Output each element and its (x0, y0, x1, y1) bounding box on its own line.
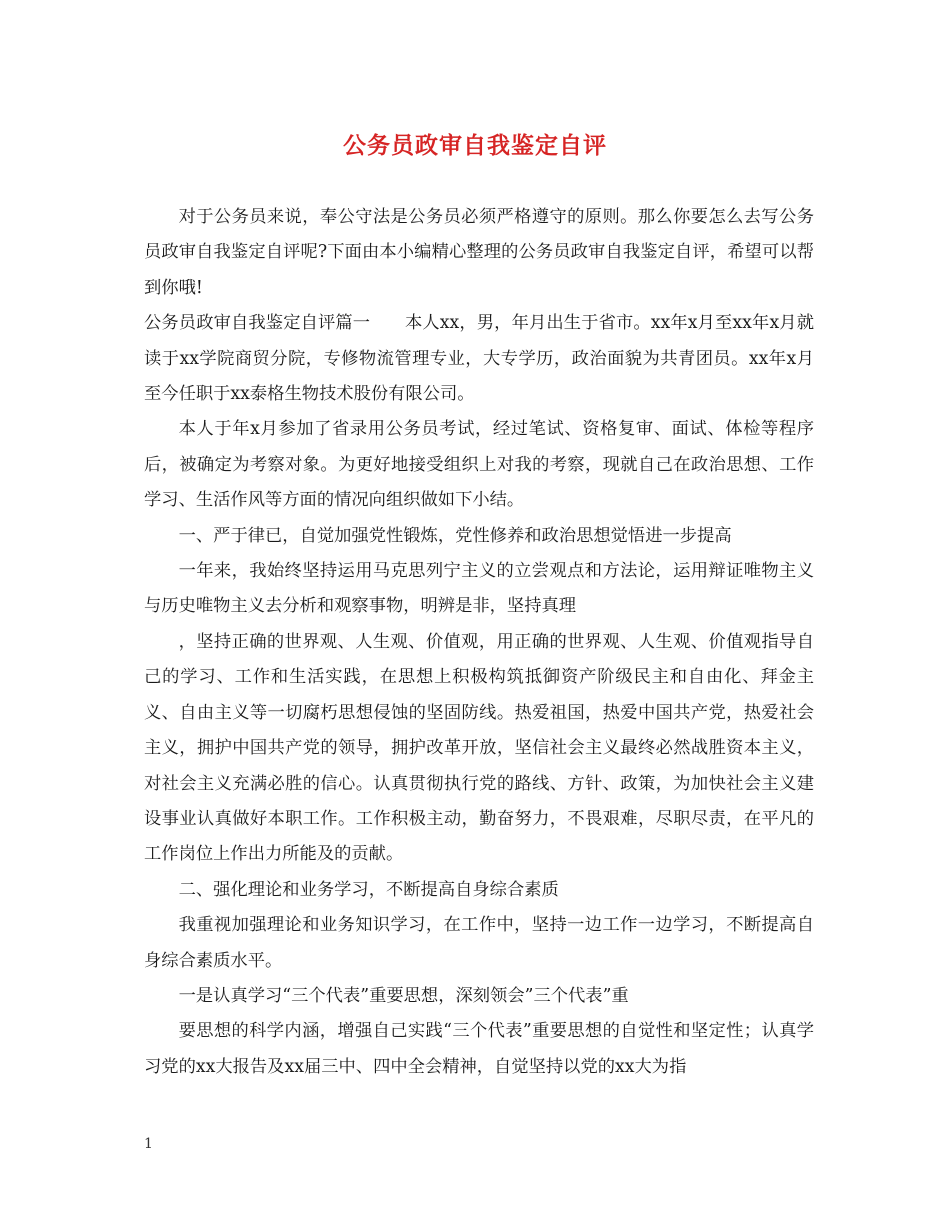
document-body (144, 200, 814, 1085)
heading-part-one: 一、严于律已，自觉加强党性锻炼，党性修养和政治思想觉悟进一步提高 (178, 525, 732, 546)
paragraph-intro: 对于公务员来说，奉公守法是公务员必须严格遵守的原则。那么你要怎么去写公务员政审自我鉴定自评呢?下面由本小编精心整理的公务员政审自我鉴定自评，希望可以帮到你哦! (144, 207, 814, 298)
paragraph-section-one-intro: 公务员政审自我鉴定自评篇一 本人xx，男，年月出生于省市。xx年x月至xx年x月就读于xx学院商贸分院，专修物流管理专业，大专学历，政治面貌为共青团员。xx年x月至今任职于xx泰格生物技术股份有限公司。 (144, 313, 814, 405)
paragraph-study: 我重视加强理论和业务知识学习，在工作中，坚持一边工作一边学习，不断提高自身综合素质水平。 (144, 915, 814, 971)
page-title: 公务员政审自我鉴定自评 (343, 132, 607, 159)
paragraph-theory: 一年来，我始终坚持运用马克思列宁主义的立尝观点和方法论，运用辩证唯物主义与历史唯物主义去分析和观察事物，明辨是非，坚持真理 (144, 561, 814, 617)
paragraph-worldview: ，坚持正确的世界观、人生观、价值观，用正确的世界观、人生观、价值观指导自己的学习、工作和生活实践，在思想上积极构筑抵御资产阶级民主和自由化、拜金主义、自由主义等一切腐朽思想侵蚀的坚固防线。热爱祖国，热爱中国共产党，热爱社会主义，拥护中国共产党的领导，拥护改革开放，坚信社会主义最终必然战胜资本主义，对社会主义充满必胜的信心。认真贯彻执行党的路线、方针、政策，为加快社会主义建设事业认真做好本职工作。工作积极主动，勤奋努力，不畏艰难，尽职尽责，在平凡的工作岗位上作出力所能及的贡献。 (144, 631, 814, 865)
page-number: 1 (144, 1136, 153, 1152)
paragraph-three-represents: 一是认真学习“三个代表”重要思想，深刻领会”三个代表”重 (178, 985, 629, 1006)
paragraph-continuation: 要思想的科学内涵，增强自己实践“三个代表”重要思想的自觉性和坚定性；认真学习党的xx大报告及xx届三中、四中全会精神，自觉坚持以党的xx大为指 (144, 1021, 814, 1077)
paragraph-exam: 本人于年x月参加了省录用公务员考试，经过笔试、资格复审、面试、体检等程序后，被确定为考察对象。为更好地接受组织上对我的考察，现就自己在政治思想、工作学习、生活作风等方面的情况向组织做如下小结。 (144, 419, 814, 511)
heading-part-two: 二、强化理论和业务学习，不断提高自身综合素质 (178, 879, 559, 900)
